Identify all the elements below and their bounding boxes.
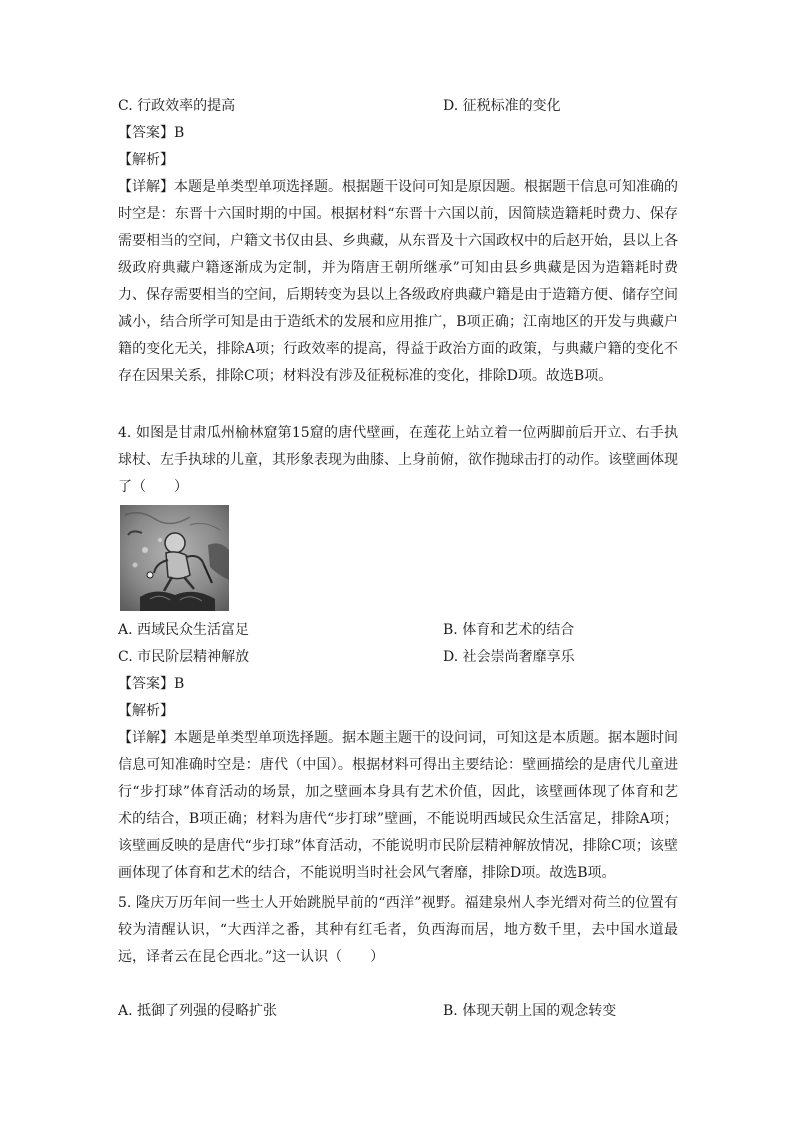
- q3-options-row: [118, 93, 678, 120]
- q3-option-c: C. 行政效率的提高: [118, 98, 236, 114]
- q4-option-a: A. 西域民众生活富足: [118, 622, 250, 638]
- q4-option-c: C. 市民阶层精神解放: [118, 649, 250, 665]
- q3-option-d: D. 征税标准的变化: [443, 98, 561, 114]
- q4-detail: 【详解】本题是单类型单项选择题。据本题主题干的设问词，可知这是本质题。据本题时间信息可知准确时空是：唐代（中国）。根据材料可得出主要结论：壁画描绘的是唐代儿童进行“步打球”体育活动的场景，加之壁画本身具有艺术价值，因此，该壁画体现了体育和艺术的结合，B项正确；材料为唐代“步打球”壁画，不能说明西域民众生活富足，排除A项；该壁画反映的是唐代“步打球”体育活动，不能说明市民阶层精神解放情况，排除C项；该壁画体现了体育和艺术的结合，不能说明当时社会风气奢靡，排除D项。故选B项。: [118, 730, 678, 881]
- q3-answer: 【答案】B: [118, 125, 185, 141]
- q4-options-row-2: [118, 644, 678, 671]
- q4-options-row-1: [118, 617, 678, 644]
- q5-option-a: A. 抵御了列强的侵略扩张: [118, 1003, 278, 1019]
- mural-image: [120, 505, 229, 611]
- q4-option-d: D. 社会崇尚奢靡享乐: [443, 649, 575, 665]
- q5-options-row: [118, 998, 678, 1025]
- q5-stem: 5. 隆庆万历年间一些士人开始跳脱早前的“西洋”视野。福建泉州人李光缙对荷兰的位置有较为清醒认识，“大西洋之番，其种有红毛者，负西海而居，地方数千里，去中国水道最远，译者云在昆仑西北。”这一认识（ ）: [118, 895, 678, 965]
- q4-stem: 4. 如图是甘肃瓜州榆林窟第15窟的唐代壁画，在莲花上站立着一位两脚前后开立、右手执球杖、左手执球的儿童，其形象表现为曲膝、上身前俯，欲作抛球击打的动作。该壁画体现了（ ）: [118, 425, 678, 495]
- q4-option-b: B. 体育和艺术的结合: [443, 622, 575, 638]
- q4-analysis-label: 【解析】: [118, 703, 174, 719]
- mural-illustration: [120, 505, 229, 611]
- q4-answer: 【答案】B: [118, 676, 185, 692]
- q3-analysis-label: 【解析】: [118, 152, 174, 168]
- q3-detail: 【详解】本题是单类型单项选择题。根据题干设问可知是原因题。根据题干信息可知准确的时空是：东晋十六国时期的中国。根据材料“东晋十六国以前，因简牍造籍耗时费力、保存需要相当的空间，户籍文书仅由县、乡典藏，从东晋及十六国政权中的后赵开始，县以上各级政府典藏户籍逐渐成为定制，并为隋唐王朝所继承”可知由县乡典藏是因为造籍耗时费力、保存需要相当的空间，后期转变为县以上各级政府典藏户籍是由于造籍方便、储存空间减小，结合所学可知是由于造纸术的发展和应用推广，B项正确；江南地区的开发与典藏户籍的变化无关，排除A项；行政效率的提高，得益于政治方面的政策，与典藏户籍的变化不存在因果关系，排除C项；材料没有涉及征税标准的变化，排除D项。故选B项。: [118, 179, 678, 384]
- q5-option-b: B. 体现天朝上国的观念转变: [443, 1003, 617, 1019]
